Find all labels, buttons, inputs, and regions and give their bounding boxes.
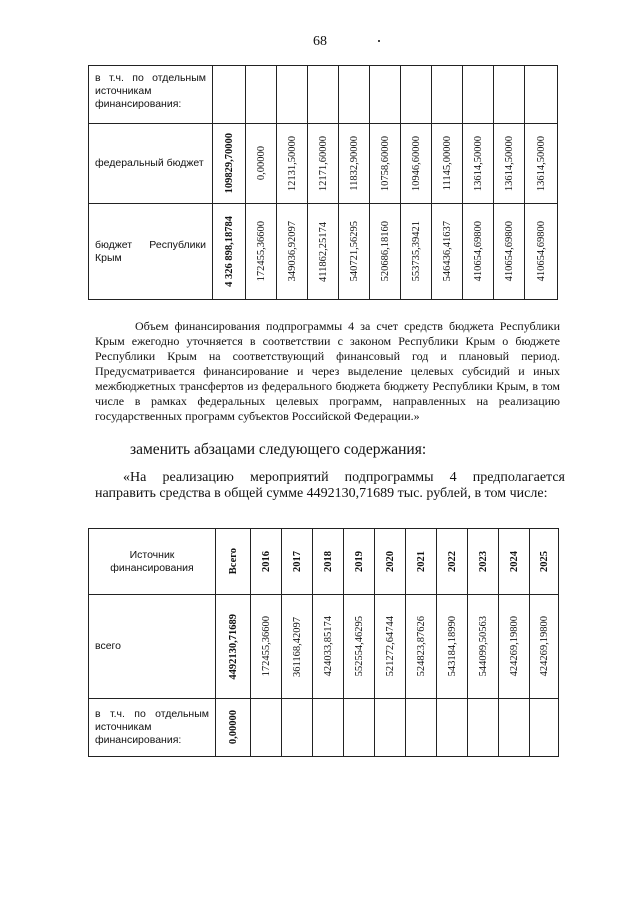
- table-cell: [375, 699, 406, 757]
- table-cell: 424033,85174: [322, 616, 334, 677]
- table-cell: 13614,50000: [503, 135, 515, 192]
- table-cell: [313, 699, 344, 757]
- table-cell: 546436,41637: [441, 221, 453, 282]
- paragraph-financing-note: Объем финансирования подпрограммы 4 за счет средств бюджета Республики Крым ежегодно уточняется в соответствии с законом Республики Крым о бюджете Республики Крым на соответствующий финансовый год и плановый период. Предусматривается финансирование и через выделение целевых субсидий и иных межбюджетных трансфертов из федерального бюджета бюджету Республики Крым, в том числе в рамках федеральных целевых программ, направленных на реализацию государственных программ субъектов Российской Федерации.»: [95, 319, 560, 423]
- replace-heading: заменить абзацами следующего содержания:: [130, 441, 427, 458]
- row-label: в т.ч. по отдельным источникам финансирования:: [89, 66, 213, 124]
- table-cell: 12131,50000: [286, 135, 298, 192]
- table-cell: 361168,42097: [291, 616, 303, 677]
- table-cell: 520686,18160: [379, 221, 391, 282]
- table-cell: 172455,36600: [260, 616, 272, 677]
- table-cell: 10758,60000: [379, 135, 391, 192]
- table-cell: 410654,69800: [472, 221, 484, 282]
- table-cell: 13614,50000: [472, 135, 484, 192]
- table-cell: [282, 699, 313, 757]
- table-cell: 10946,60000: [410, 135, 422, 192]
- table-row: [89, 595, 559, 699]
- table-cell: [344, 699, 375, 757]
- table-cell: 0,00000: [227, 710, 239, 745]
- table-cell: 540721,56295: [348, 221, 360, 282]
- table-cell: 411862,25174: [317, 221, 329, 282]
- table-cell: 349036,92097: [286, 221, 298, 282]
- table-cell: 543184,18990: [446, 616, 458, 677]
- paragraph-financing-total: «На реализацию мероприятий подпрограммы 4 предполагается направить средства в общей сумме 4492130,71689 тыс. рублей, в том числе:: [95, 470, 565, 501]
- row-label: федеральный бюджет: [89, 124, 213, 204]
- table-cell: [432, 66, 463, 124]
- table-cell: [494, 66, 525, 124]
- header-label: Источник финансирования: [89, 529, 216, 595]
- table-cell: 521272,64744: [384, 616, 396, 677]
- table-cell: 410654,69800: [535, 221, 547, 282]
- table-cell: 13614,50000: [535, 135, 547, 192]
- table-cell: 172455,36600: [255, 221, 267, 282]
- column-header: 2025: [538, 551, 550, 572]
- table-cell: [251, 699, 282, 757]
- table-cell: 410654,69800: [503, 221, 515, 282]
- table-cell: 109829,70000: [223, 133, 235, 194]
- table-cell: 4 326 898,18784: [223, 216, 235, 287]
- table-cell: [339, 66, 370, 124]
- column-header: 2018: [322, 551, 334, 572]
- table-cell: 4492130,71689: [227, 613, 239, 680]
- table-cell: 0,00000: [255, 146, 267, 181]
- table-header-row: [89, 529, 559, 595]
- column-header: 2021: [415, 551, 427, 572]
- table-row: [89, 124, 558, 204]
- table-cell: [525, 66, 558, 124]
- financing-table-old: [88, 65, 558, 300]
- table-row: [89, 204, 558, 300]
- table-cell: 524823,87626: [415, 616, 427, 677]
- table-cell: [370, 66, 401, 124]
- financing-table-new: [88, 528, 559, 757]
- column-header: 2019: [353, 551, 365, 572]
- row-label: бюджет Республики Крым: [89, 204, 213, 300]
- table-cell: [530, 699, 559, 757]
- table-cell: [308, 66, 339, 124]
- row-label: всего: [89, 595, 216, 699]
- column-header: Всего: [227, 548, 239, 575]
- table-cell: 11145,00000: [441, 136, 453, 191]
- table-cell: 12171,60000: [317, 135, 329, 192]
- table-cell: 552554,46295: [353, 616, 365, 677]
- table-row: [89, 699, 559, 757]
- row-label: в т.ч. по отдельным источникам финансирования:: [89, 699, 216, 757]
- column-header: 2023: [477, 551, 489, 572]
- column-header: 2016: [260, 551, 272, 572]
- page-number: 68: [313, 34, 327, 49]
- table-cell: 424269,19800: [538, 616, 550, 677]
- scan-speck: [378, 40, 380, 42]
- table-cell: [499, 699, 530, 757]
- column-header: 2024: [508, 551, 520, 572]
- table-cell: [277, 66, 308, 124]
- table-cell: [246, 66, 277, 124]
- column-header: 2022: [446, 551, 458, 572]
- table-cell: 553735,39421: [410, 221, 422, 282]
- table-cell: [463, 66, 494, 124]
- table-cell: 544099,50563: [477, 616, 489, 677]
- column-header: 2017: [291, 551, 303, 572]
- table-cell: 11832,90000: [348, 136, 360, 191]
- table-cell: [401, 66, 432, 124]
- table-cell: [406, 699, 437, 757]
- column-header: 2020: [384, 551, 396, 572]
- table-cell: [468, 699, 499, 757]
- table-row: [89, 66, 558, 124]
- table-cell: [437, 699, 468, 757]
- table-cell: [213, 66, 246, 124]
- table-cell: 424269,19800: [508, 616, 520, 677]
